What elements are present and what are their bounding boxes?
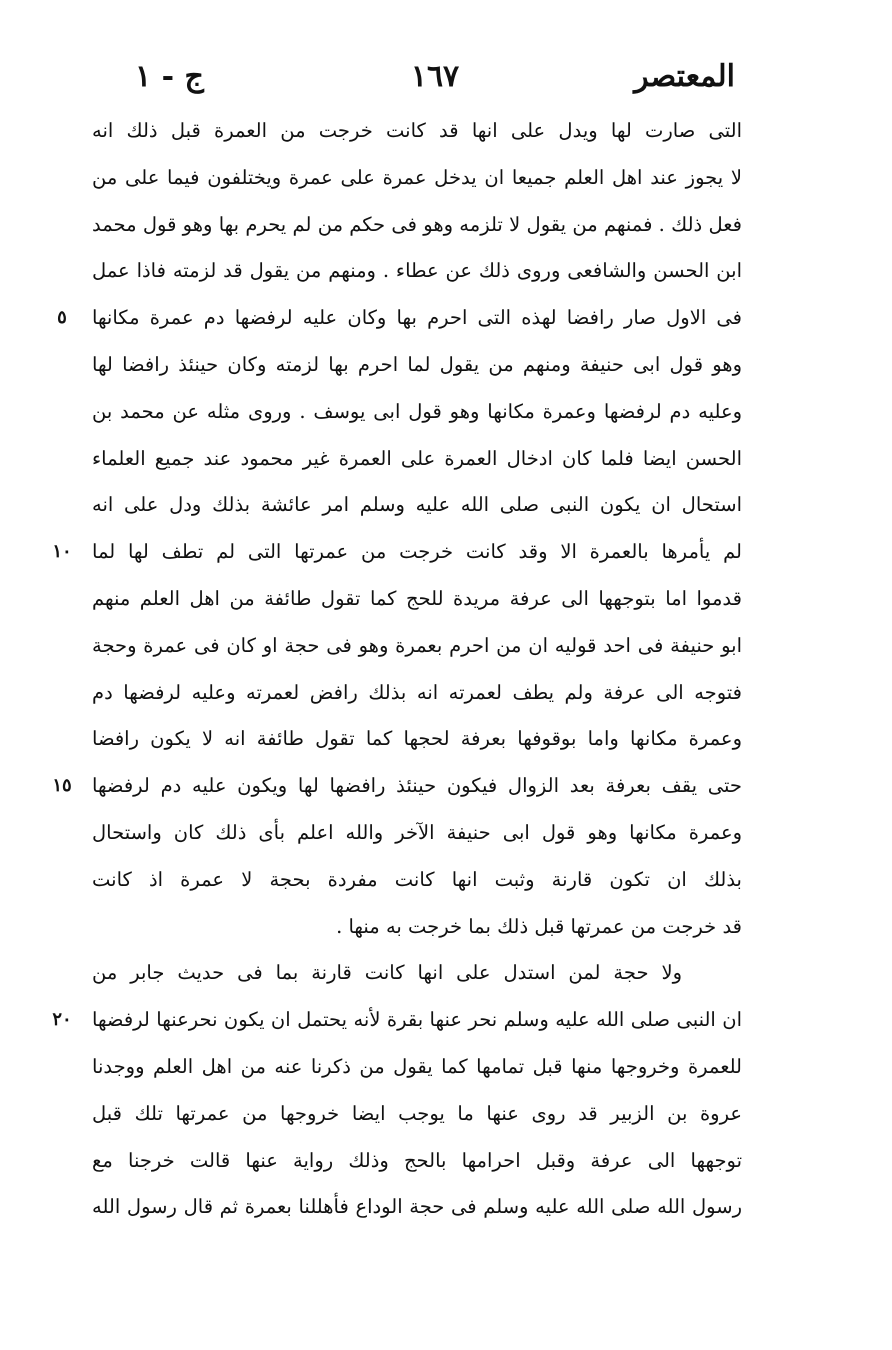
text-line: لا يجوز عند اهل العلم جميعا ان يدخل عمرة على عمرة ويختلفون فيما على من: [92, 165, 742, 189]
text-line: التى صارت لها ويدل على انها قد كانت خرجت من العمرة قبل ذلك انه: [92, 119, 742, 142]
text-line: فتوجه الى عرفة ولم يطف لعمرته انه بذلك رافض لعمرته وعليه لرفضها دم: [92, 680, 742, 704]
text-line: لم يأمرها بالعمرة الا وقد كانت خرجت من عمرتها التى لم تطف لها لما: [92, 540, 742, 564]
book-title: المعتصر: [634, 59, 735, 94]
volume-label: ج - ١: [135, 59, 204, 94]
body-text: [92, 108, 742, 1231]
page-header: [135, 52, 735, 102]
text-line: رسول الله صلى الله عليه وسلم فى حجة الوداع فأهللنا بعمرة ثم قال رسول الله: [92, 1195, 742, 1219]
text-line: توجهها الى عرفة وقبل احرامها بالحج وذلك رواية عنها قالت خرجنا مع: [92, 1148, 742, 1172]
text-line: للعمرة وخروجها منها قبل تمامها كما يقول من ذكرنا عنه من اهل العلم ووجدنا: [92, 1054, 742, 1078]
text-line: ابن الحسن والشافعى وروى ذلك عن عطاء . ومنهم من يقول قد لزمته فاذا عمل: [92, 259, 742, 283]
text-line: فى الاول صار رافضا لهذه التى احرم بها وكان عليه لرفضها دم عمرة مكانها: [92, 306, 742, 330]
text-line: قدموا اما بتوجهها الى عرفة مريدة للحج كما تقول طائفة من اهل العلم منهم: [92, 586, 742, 610]
text-line: عروة بن الزبير قد روى عنها ما يوجب ايضا خروجها من عمرتها تلك قبل: [92, 1101, 742, 1125]
text-line: استحال ان يكون النبى صلى الله عليه وسلم امر عائشة بذلك ودل على انه: [92, 493, 742, 517]
text-line: بذلك ان تكون قارنة وثبت انها كانت مفردة بحجة لا عمرة اذ كانت: [92, 867, 742, 891]
text-line: وعمرة مكانها واما بوقوفها بعرفة لحجها كما تقول طائفة انه لا يكون رافضا: [92, 727, 742, 751]
text-line: وعمرة مكانها وهو قول ابى حنيفة الآخر والله اعلم بأى ذلك كان واستحال: [92, 820, 742, 844]
text-line: ابو حنيفة فى احد قوليه ان من احرم بعمرة وهو فى حجة او كان فى عمرة وحجة: [92, 633, 742, 657]
text-line: فعل ذلك . فمنهم من يقول لا تلزمه وهو فى حكم من لم يحرم بها وهو قول محمد: [92, 212, 742, 236]
line-marker-10: ١٠: [52, 541, 72, 563]
text-line: حتى يقف بعرفة بعد الزوال فيكون حينئذ رافضها لها ويكون عليه دم لرفضها: [92, 774, 742, 798]
line-marker-5: ٥: [57, 307, 67, 329]
line-marker-20: ٢٠: [52, 1009, 72, 1031]
text-line: قد خرجت من عمرتها قبل ذلك بما خرجت به منها .: [336, 914, 742, 938]
text-line: ان النبى صلى الله عليه وسلم نحر عنها بقرة لأنه يحتمل ان يكون نحرعنها لرفضها: [92, 1008, 742, 1032]
page-number: ١٦٧: [410, 59, 460, 94]
text-line: وهو قول ابى حنيفة ومنهم من يقول لما احرم بها لزمته وكان حينئذ رافضا لها: [92, 352, 742, 376]
text-line: الحسن ايضا فلما كان ادخال العمرة على العمرة غير محمود عند جميع العلماء: [92, 446, 742, 470]
text-line: وعليه دم لرفضها وعمرة مكانها وهو قول ابى يوسف . وروى مثله عن محمد بن: [92, 399, 742, 423]
text-line: ولا حجة لمن استدل على انها كانت قارنة بما فى حديث جابر من: [92, 961, 682, 985]
line-marker-15: ١٥: [52, 775, 72, 797]
